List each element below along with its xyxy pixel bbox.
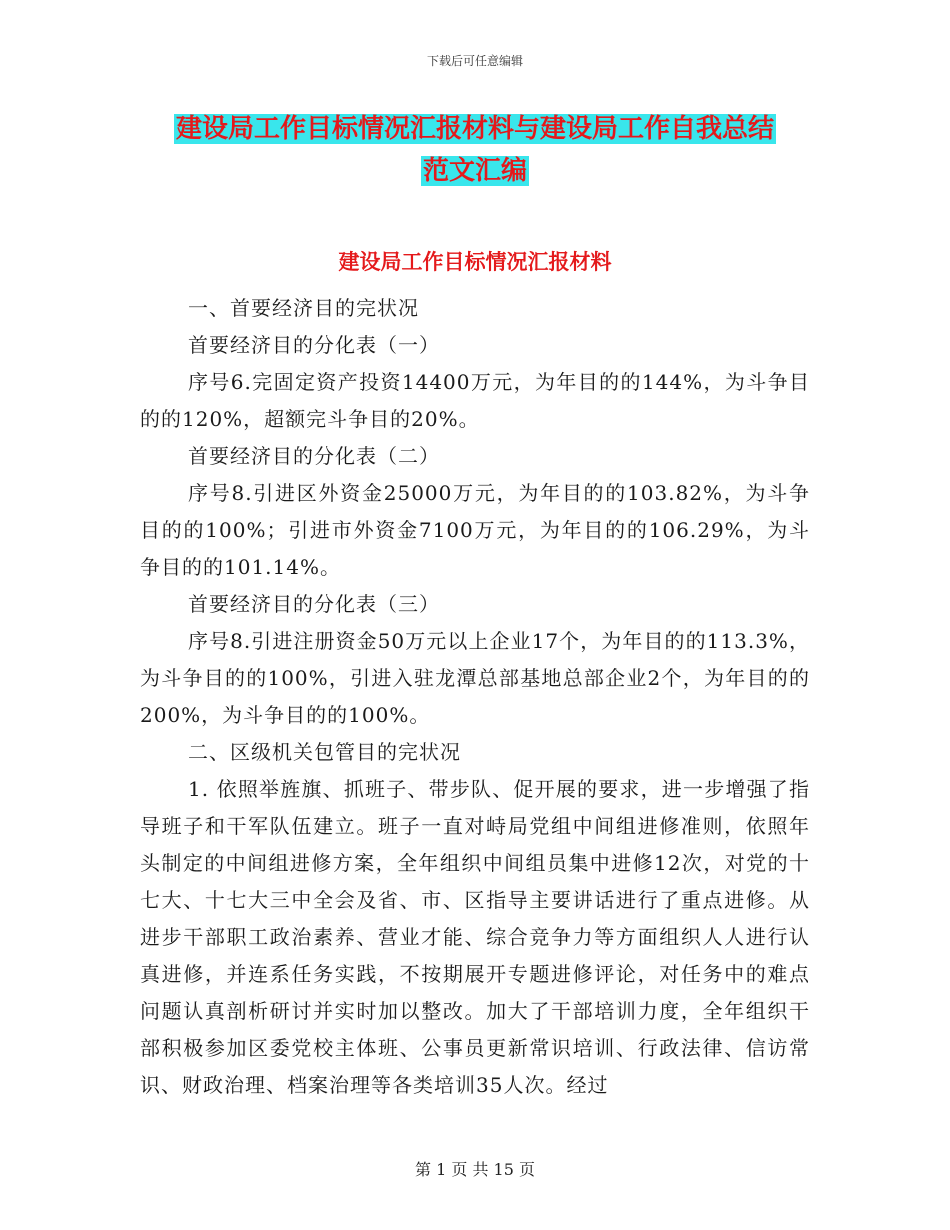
document-title-line2: 范文汇编 [422,156,527,186]
table-caption-1: 首要经济目的分化表（一） [188,333,440,357]
table-caption-3: 首要经济目的分化表（三） [188,592,440,616]
body-text [140,290,810,1104]
table-caption-2: 首要经济目的分化表（二） [188,444,440,468]
paragraph-1: 1. 依照举旌旗、抓班子、带步队、促开展的要求，进一步增强了指导班子和干军队伍建立。班子一直对峙局党组中间组进修准则，依照年头制定的中间组进修方案，全年组织中间组员集中进修12次，对党的十七大、十七大三中全会及省、市、区指导主要讲话进行了重点进修。从进步干部职工政治素养、营业才能、综合竞争力等方面组织人人进行认真进修，并连系任务实践，不按期展开专题进修评论，对任务中的难点问题认真剖析研讨并实时加以整改。加大了干部培训力度，全年组织干部积极参加区委党校主体班、公事员更新常识培训、行政法律、信访常识、财政治理、档案治理等各类培训35人次。经过 [140,777,810,1097]
document-title-line1: 建设局工作目标情况汇报材料与建设局工作自我总结 [175,114,774,144]
section-title: 建设局工作目标情况汇报材料 [338,250,612,274]
paragraph-item-8a: 序号8.引进区外资金25000万元，为年目的的103.82%，为斗争目的的100%；引进市外资金7100万元，为年目的的106.29%，为斗争目的的101.14%。 [140,481,810,579]
heading-economic-goals: 一、首要经济目的完状况 [188,296,419,320]
page-footer: 第 1 页 共 15 页 [415,1160,535,1179]
header-note: 下载后可任意编辑 [426,54,523,68]
paragraph-item-6: 序号6.完固定资产投资14400万元，为年目的的144%，为斗争目的的120%，超额完斗争目的20%。 [140,370,810,431]
document-title [140,108,810,192]
paragraph-item-8b: 序号8.引进注册资金50万元以上企业17个，为年目的的113.3%，为斗争目的的100%，引进入驻龙潭总部基地总部企业2个，为年目的的200%，为斗争目的的100%。 [140,629,810,727]
heading-agency-goals: 二、区级机关包管目的完状况 [188,740,461,764]
